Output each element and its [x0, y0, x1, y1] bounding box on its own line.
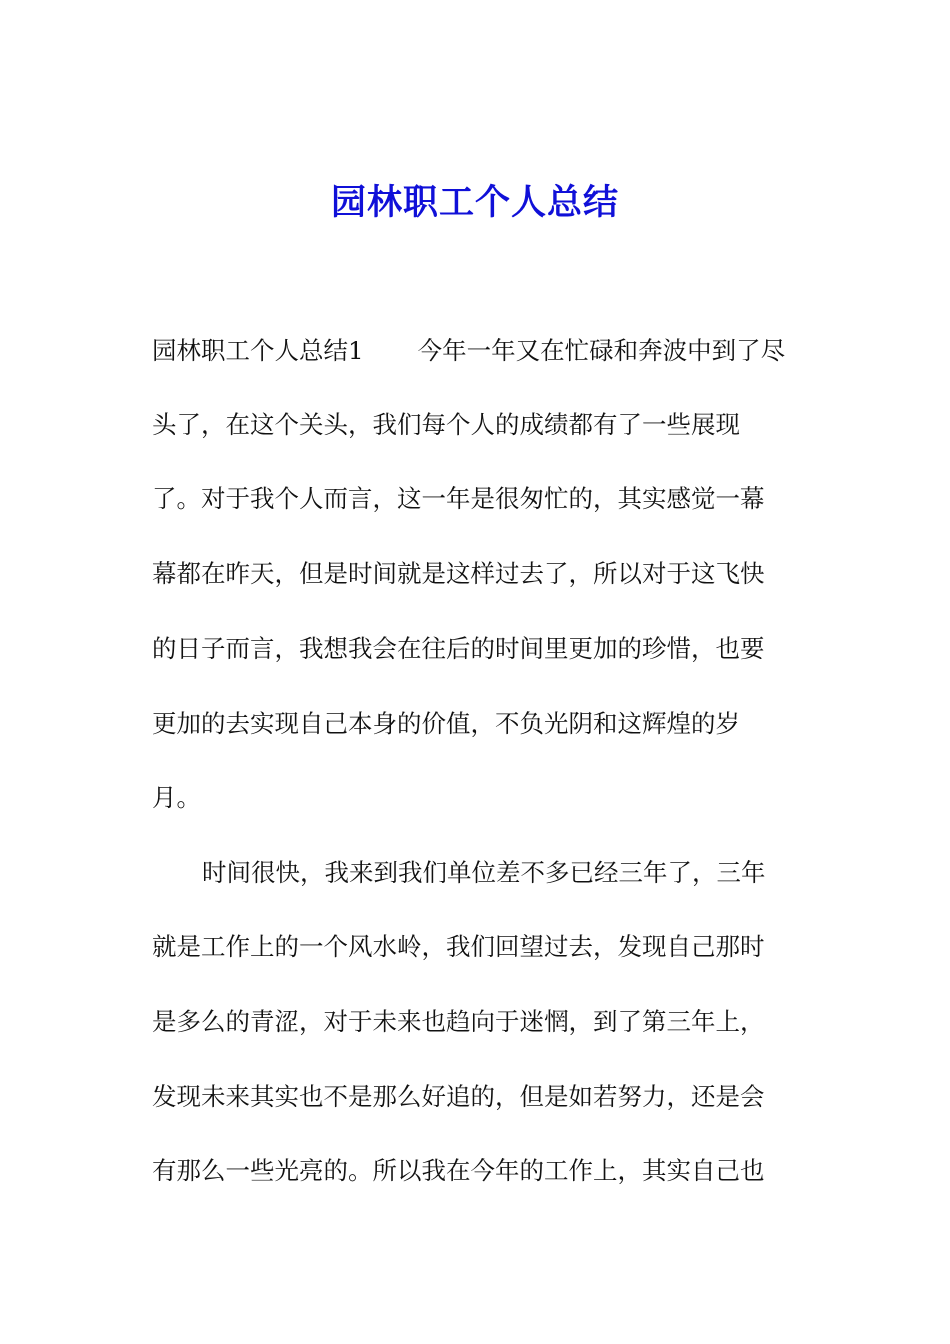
paragraph-line: 幕都在昨天，但是时间就是这样过去了，所以对于这飞快	[152, 559, 765, 588]
paragraph-text: 今年一年又在忙碌和奔波中到了尽	[417, 336, 786, 365]
section-heading: 园林职工个人总结1	[152, 336, 364, 365]
paragraph-line: 头了，在这个关头，我们每个人的成绩都有了一些展现	[152, 410, 740, 439]
paragraph-line: 月。	[152, 783, 201, 812]
document-title: 园林职工个人总结	[330, 182, 619, 223]
paragraph-line: 有那么一些光亮的。所以我在今年的工作上，其实自己也	[152, 1156, 765, 1185]
paragraph-line: 是多么的青涩，对于未来也趋向于迷惘，到了第三年上，	[152, 1007, 765, 1036]
paragraph-line: 发现未来其实也不是那么好追的，但是如若努力，还是会	[152, 1082, 765, 1111]
paragraph-line	[152, 331, 785, 371]
paragraph-line: 了。对于我个人而言，这一年是很匆忙的，其实感觉一幕	[152, 484, 765, 513]
paragraph-line: 更加的去实现自己本身的价值，不负光阴和这辉煌的岁	[152, 709, 740, 738]
paragraph-line: 的日子而言，我想我会在往后的时间里更加的珍惜，也要	[152, 634, 765, 663]
paragraph-line: 就是工作上的一个风水岭，我们回望过去，发现自己那时	[152, 932, 765, 961]
paragraph-line: 时间很快，我来到我们单位差不多已经三年了，三年	[202, 858, 766, 887]
